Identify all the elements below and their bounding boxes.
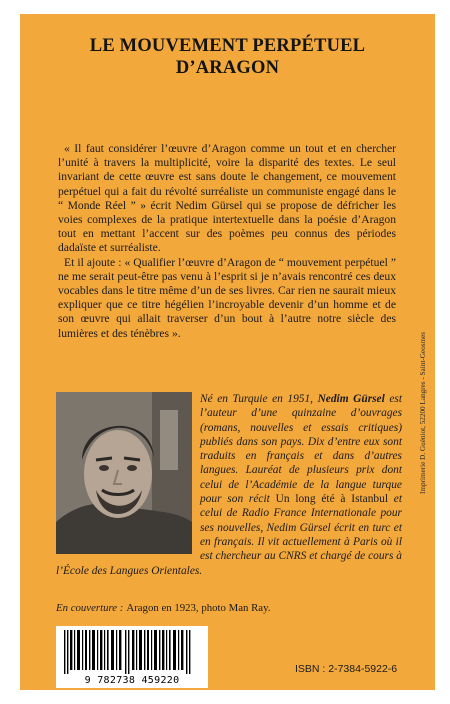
cover-credit — [56, 602, 406, 614]
back-cover — [20, 14, 435, 690]
printer-imprint: Imprimerie D. Guéniot, 52200 Langres - Saint-Geosmes — [419, 331, 427, 494]
barcode-number: 9 782738 459220 — [84, 675, 180, 686]
cover-credit-label: En couverture : — [56, 602, 124, 614]
isbn: ISBN : 2-7384-5922-6 — [295, 663, 398, 675]
cover-credit-text: Aragon en 1923, photo Man Ray. — [126, 602, 271, 614]
bio-part-1: Né en Turquie en 1951, — [200, 393, 318, 405]
title-line-2: D’ARAGON — [175, 58, 280, 78]
description-paragraph-2: Et il ajoute : « Qualifier l’œuvre d’Aragon de “ mouvement perpétuel ” ne me serait peut-être pas venu à l’esprit si je n’avais rencontré ces deux vocables dans le titre même d’un de ses livres. Car rien ne saurait mieux expliquer que ce titre hégélien l’incroyable devenir d’un homme et de son œuvre qui allait traverser d’un bout à l’autre notre siècle des lumières et des ténèbres ». — [58, 255, 396, 340]
author-biography — [56, 392, 402, 578]
description-paragraph-1: « Il faut considérer l’œuvre d’Aragon comme un tout et en chercher l’unité à travers la multiplicité, voire la disparité des textes. Le seul invariant de cette œuvre est sans doute le changement, ce mouvement perpétuel qui a fait du révolté surréaliste un communiste engagé dans le “ Monde Réel ” » écrit Nedim Gürsel qui se propose de défricher les voies complexes de la pratique intertextuelle dans la poésie d’Aragon tout en mettant l’accent sur des poèmes peu connus des périodes dadaïste et surréaliste. — [58, 142, 396, 255]
barcode — [56, 626, 208, 688]
title-line-1: LE MOUVEMENT PERPÉTUEL — [89, 36, 366, 56]
description — [58, 142, 396, 341]
author-name: Nedim Gürsel — [317, 393, 385, 405]
bio-part-3: et celui de Radio France Internationale pour ses nouvelles, Nedim Gürsel écrit en turc et en français. Il vit actuellement à Paris où il est chercheur au CNRS et chargé de cours à l’École des Langues Orientales. — [56, 493, 402, 577]
barcode-bars — [62, 630, 202, 674]
bio-part-2: est l’auteur d’une quinzaine d’ouvrages (romans, nouvelles et essais critiques) publiés dans son pays. Dix d’entre eux sont traduits en français et dans d’autres langues. Lauréat de plusieurs prix dont celui de l’Académie de la langue turque pour son récit — [200, 393, 402, 506]
work-title: Un long été à Istanbul — [275, 493, 388, 506]
